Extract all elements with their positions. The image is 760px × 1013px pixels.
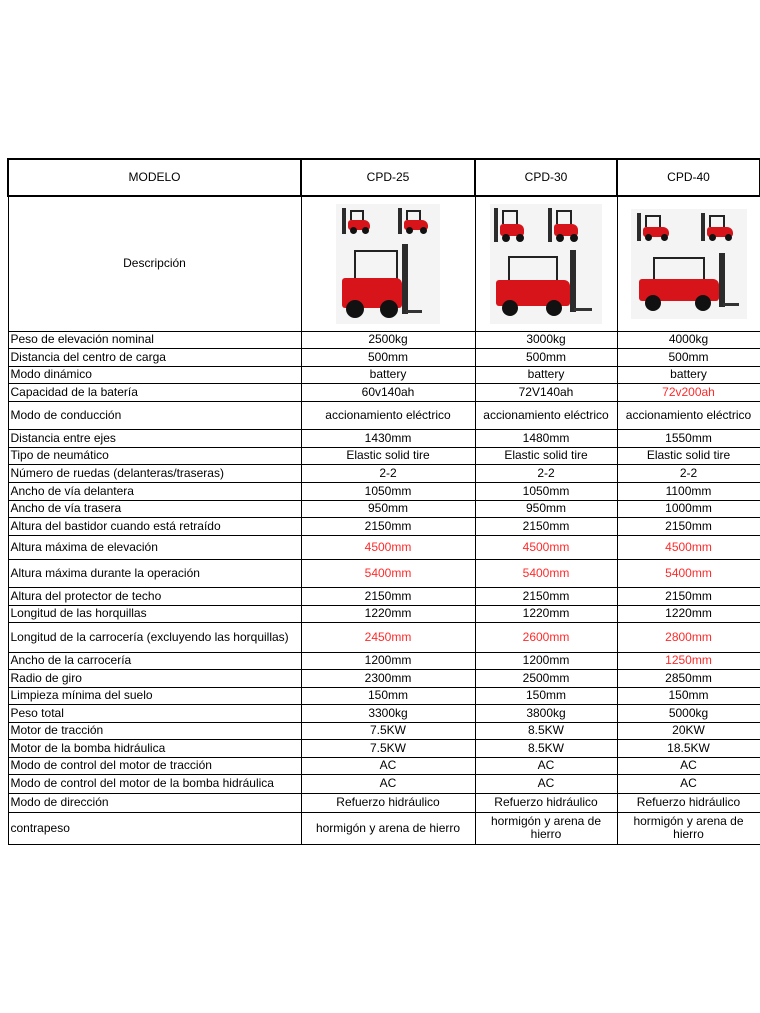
spec-value: 2800mm xyxy=(617,622,760,652)
spec-value: AC xyxy=(301,757,475,774)
spec-value: 1550mm xyxy=(617,429,760,447)
spec-value: 1200mm xyxy=(475,652,617,669)
spec-value: 1220mm xyxy=(301,605,475,622)
spec-label: Modo dinámico xyxy=(8,366,301,383)
spec-label: Altura máxima de elevación xyxy=(8,535,301,559)
spec-label: Distancia del centro de carga xyxy=(8,348,301,366)
spec-value: AC xyxy=(301,774,475,793)
forklift-image-cpd-40 xyxy=(631,209,747,319)
spec-row xyxy=(8,482,760,500)
spec-row xyxy=(8,687,760,704)
spec-value: 18.5KW xyxy=(617,739,760,757)
spec-value: 2600mm xyxy=(475,622,617,652)
spec-label: Limpieza mínima del suelo xyxy=(8,687,301,704)
spec-label: Radio de giro xyxy=(8,669,301,687)
spec-label: Peso total xyxy=(8,704,301,722)
spec-value: Refuerzo hidráulico xyxy=(617,793,760,812)
spec-row xyxy=(8,587,760,605)
spec-value: battery xyxy=(301,366,475,383)
spec-value: 2-2 xyxy=(617,464,760,482)
header-row xyxy=(8,159,760,196)
spec-row xyxy=(8,517,760,535)
spec-label: Modo de control del motor de la bomba hidráulica xyxy=(8,774,301,793)
spec-value: 1000mm xyxy=(617,500,760,517)
spec-row xyxy=(8,401,760,429)
spec-value: Elastic solid tire xyxy=(617,447,760,464)
spec-value: accionamiento eléctrico xyxy=(301,401,475,429)
product-image-cell xyxy=(475,196,617,331)
spec-value: 4500mm xyxy=(475,535,617,559)
spec-value: 8.5KW xyxy=(475,722,617,739)
spec-value: 2150mm xyxy=(617,587,760,605)
spec-value: 2850mm xyxy=(617,669,760,687)
spec-value: 2500mm xyxy=(475,669,617,687)
header-model: CPD-25 xyxy=(301,159,475,196)
spec-row xyxy=(8,383,760,401)
spec-label: Modo de control del motor de tracción xyxy=(8,757,301,774)
spec-value: AC xyxy=(475,774,617,793)
spec-label: Modo de conducción xyxy=(8,401,301,429)
spec-row xyxy=(8,464,760,482)
spec-table xyxy=(7,158,760,845)
spec-row xyxy=(8,447,760,464)
spec-label: Longitud de las horquillas xyxy=(8,605,301,622)
spec-label: Ancho de vía trasera xyxy=(8,500,301,517)
spec-row xyxy=(8,605,760,622)
spec-value: 72v200ah xyxy=(617,383,760,401)
header-model: CPD-30 xyxy=(475,159,617,196)
spec-value: 1480mm xyxy=(475,429,617,447)
product-image-cell xyxy=(617,196,760,331)
spec-value: 60v140ah xyxy=(301,383,475,401)
spec-row xyxy=(8,366,760,383)
spec-label: Longitud de la carrocería (excluyendo las horquillas) xyxy=(8,622,301,652)
spec-value: 5400mm xyxy=(301,559,475,587)
spec-value: hormigón y arena de hierro xyxy=(301,812,475,844)
spec-value: AC xyxy=(475,757,617,774)
spec-value: 2150mm xyxy=(301,587,475,605)
spec-value: 20KW xyxy=(617,722,760,739)
spec-value: AC xyxy=(617,757,760,774)
spec-value: Refuerzo hidráulico xyxy=(475,793,617,812)
spec-value: 1250mm xyxy=(617,652,760,669)
spec-row xyxy=(8,774,760,793)
spec-row xyxy=(8,793,760,812)
spec-label: Ancho de vía delantera xyxy=(8,482,301,500)
description-label: Descripción xyxy=(8,196,301,331)
spec-value: 950mm xyxy=(475,500,617,517)
spec-value: 5400mm xyxy=(475,559,617,587)
spec-value: 2150mm xyxy=(475,587,617,605)
spec-label: Altura del bastidor cuando está retraído xyxy=(8,517,301,535)
spec-value: 1050mm xyxy=(301,482,475,500)
spec-row xyxy=(8,812,760,844)
spec-value: hormigón y arena de hierro xyxy=(617,812,760,844)
spec-value: 1220mm xyxy=(617,605,760,622)
spec-label: contrapeso xyxy=(8,812,301,844)
spec-row xyxy=(8,500,760,517)
spec-value: 2-2 xyxy=(301,464,475,482)
spec-label: Ancho de la carrocería xyxy=(8,652,301,669)
spec-label: Peso de elevación nominal xyxy=(8,331,301,348)
spec-row xyxy=(8,622,760,652)
spec-value: accionamiento eléctrico xyxy=(475,401,617,429)
spec-value: 7.5KW xyxy=(301,722,475,739)
spec-row xyxy=(8,559,760,587)
forklift-image-cpd-25 xyxy=(336,204,440,324)
spec-label: Número de ruedas (delanteras/traseras) xyxy=(8,464,301,482)
spec-value: 2150mm xyxy=(301,517,475,535)
spec-value: 2150mm xyxy=(617,517,760,535)
spec-row xyxy=(8,429,760,447)
spec-value: hormigón y arena de hierro xyxy=(475,812,617,844)
spec-value: 2300mm xyxy=(301,669,475,687)
spec-value: battery xyxy=(475,366,617,383)
spec-value: battery xyxy=(617,366,760,383)
spec-row xyxy=(8,331,760,348)
spec-row xyxy=(8,739,760,757)
spec-row xyxy=(8,652,760,669)
spec-row xyxy=(8,704,760,722)
spec-label: Motor de tracción xyxy=(8,722,301,739)
description-row xyxy=(8,196,760,331)
spec-value: 150mm xyxy=(475,687,617,704)
product-image-cell xyxy=(301,196,475,331)
spec-label: Altura del protector de techo xyxy=(8,587,301,605)
spec-row xyxy=(8,348,760,366)
spec-value: accionamiento eléctrico xyxy=(617,401,760,429)
spec-value: 1200mm xyxy=(301,652,475,669)
spec-value: 3300kg xyxy=(301,704,475,722)
spec-value: Elastic solid tire xyxy=(475,447,617,464)
spec-value: 4500mm xyxy=(301,535,475,559)
spec-row xyxy=(8,535,760,559)
spec-value: 1100mm xyxy=(617,482,760,500)
spec-row xyxy=(8,669,760,687)
spec-value: 1430mm xyxy=(301,429,475,447)
header-label: MODELO xyxy=(8,159,301,196)
spec-value: 150mm xyxy=(617,687,760,704)
spec-label: Tipo de neumático xyxy=(8,447,301,464)
header-model: CPD-40 xyxy=(617,159,760,196)
spec-value: 2500kg xyxy=(301,331,475,348)
forklift-image-cpd-30 xyxy=(490,204,602,324)
spec-label: Modo de dirección xyxy=(8,793,301,812)
spec-value: 2-2 xyxy=(475,464,617,482)
spec-row xyxy=(8,722,760,739)
spec-value: Elastic solid tire xyxy=(301,447,475,464)
spec-table-body xyxy=(8,159,760,844)
spec-value: 1050mm xyxy=(475,482,617,500)
spec-value: Refuerzo hidráulico xyxy=(301,793,475,812)
spec-value: 1220mm xyxy=(475,605,617,622)
spec-value: 4500mm xyxy=(617,535,760,559)
spec-label: Altura máxima durante la operación xyxy=(8,559,301,587)
spec-value: 72V140ah xyxy=(475,383,617,401)
spec-value: 3000kg xyxy=(475,331,617,348)
spec-value: 2150mm xyxy=(475,517,617,535)
spec-value: 5000kg xyxy=(617,704,760,722)
spec-value: 8.5KW xyxy=(475,739,617,757)
spec-value: 4000kg xyxy=(617,331,760,348)
spec-label: Capacidad de la batería xyxy=(8,383,301,401)
spec-label: Motor de la bomba hidráulica xyxy=(8,739,301,757)
spec-value: 500mm xyxy=(617,348,760,366)
spec-value: 7.5KW xyxy=(301,739,475,757)
spec-value: 500mm xyxy=(301,348,475,366)
spec-row xyxy=(8,757,760,774)
spec-value: 950mm xyxy=(301,500,475,517)
spec-value: 3800kg xyxy=(475,704,617,722)
spec-value: 2450mm xyxy=(301,622,475,652)
spec-value: 150mm xyxy=(301,687,475,704)
spec-value: 500mm xyxy=(475,348,617,366)
spec-value: 5400mm xyxy=(617,559,760,587)
spec-value: AC xyxy=(617,774,760,793)
spec-label: Distancia entre ejes xyxy=(8,429,301,447)
